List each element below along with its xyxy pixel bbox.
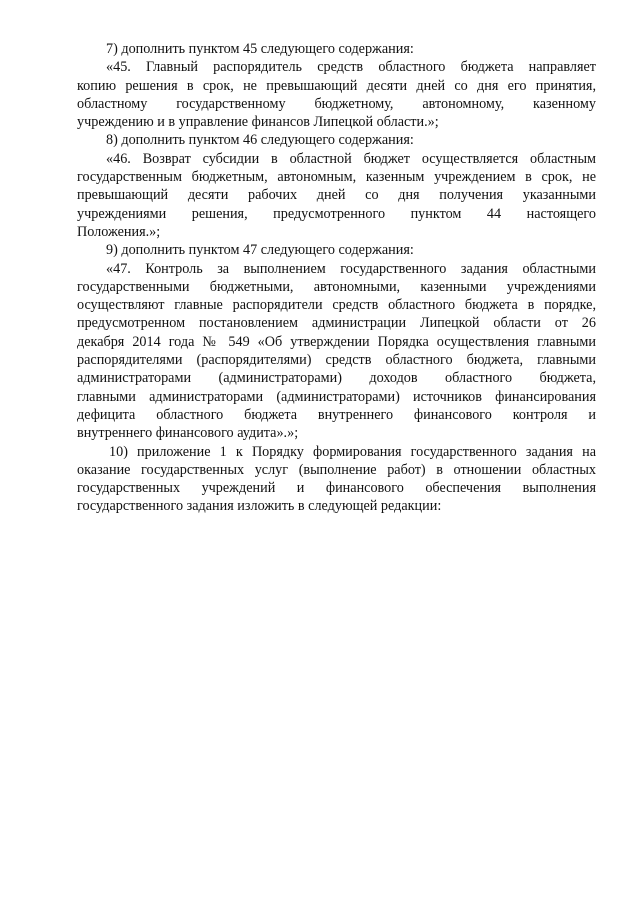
item-8-text-line: государственным бюджетным, автономным, казенным учреждением в срок, не xyxy=(77,169,596,186)
item-7-text-line: «45. Главный распорядитель средств областного бюджета направляет xyxy=(106,59,596,76)
item-9-text-line: осуществляют главные распорядители средств областного бюджета в порядке, xyxy=(77,297,596,314)
item-9-text-line: предусмотренном постановлением администрации Липецкой области от 26 xyxy=(77,315,596,332)
item-9-text-line: декабря 2014 года № 549 «Об утверждении Порядка осуществления главными xyxy=(77,333,596,350)
item-8-text-line: учреждениями решения, предусмотренного пунктом 44 настоящего xyxy=(77,205,596,222)
item-7-heading: 7) дополнить пунктом 45 следующего содержания: xyxy=(106,41,414,57)
item-9-text-line: дефицита областного бюджета внутреннего финансового контроля и xyxy=(77,406,596,423)
item-9-text-line: администраторами (администраторами) доходов областного бюджета, xyxy=(77,370,596,387)
item-8-text-line: превышающий десяти рабочих дней со дня получения указанными xyxy=(77,187,596,204)
item-7-text-line: копию решения в срок, не превышающий десяти дней со дня его принятия, xyxy=(77,77,596,94)
item-9-text-line: распорядителями (распорядителями) средств областного бюджета, главными xyxy=(77,352,596,369)
item-9-text-line: государственными бюджетными, автономными, казенными учреждениями xyxy=(77,278,596,295)
item-9-heading: 9) дополнить пунктом 47 следующего содержания: xyxy=(106,242,414,259)
item-10-text-line: государственных учреждений и финансового обеспечения выполнения xyxy=(77,480,596,497)
item-10-text-line: государственного задания изложить в следующей редакции: xyxy=(77,498,442,515)
item-9-text-line: главными администраторами (администраторами) источников финансирования xyxy=(77,388,596,405)
item-8-text-line: «46. Возврат субсидии в областной бюджет осуществляется областным xyxy=(106,150,596,167)
item-8-heading: 8) дополнить пунктом 46 следующего содержания: xyxy=(106,132,414,149)
item-10-text-line: 10) приложение 1 к Порядку формирования государственного задания на xyxy=(109,443,596,460)
item-7-text-line: областному государственному бюджетному, автономному, казенному xyxy=(77,95,596,112)
item-9-text-line: внутреннего финансового аудита».»; xyxy=(77,425,299,442)
item-9-text-line: «47. Контроль за выполнением государственного задания областными xyxy=(106,260,596,277)
item-8-text-line: Положения.»; xyxy=(77,223,161,240)
document-page xyxy=(77,40,596,516)
item-10-text-line: оказание государственных услуг (выполнение работ) в отношении областных xyxy=(77,461,596,478)
item-7-text-line: учреждению и в управление финансов Липецкой области.»; xyxy=(77,114,439,131)
